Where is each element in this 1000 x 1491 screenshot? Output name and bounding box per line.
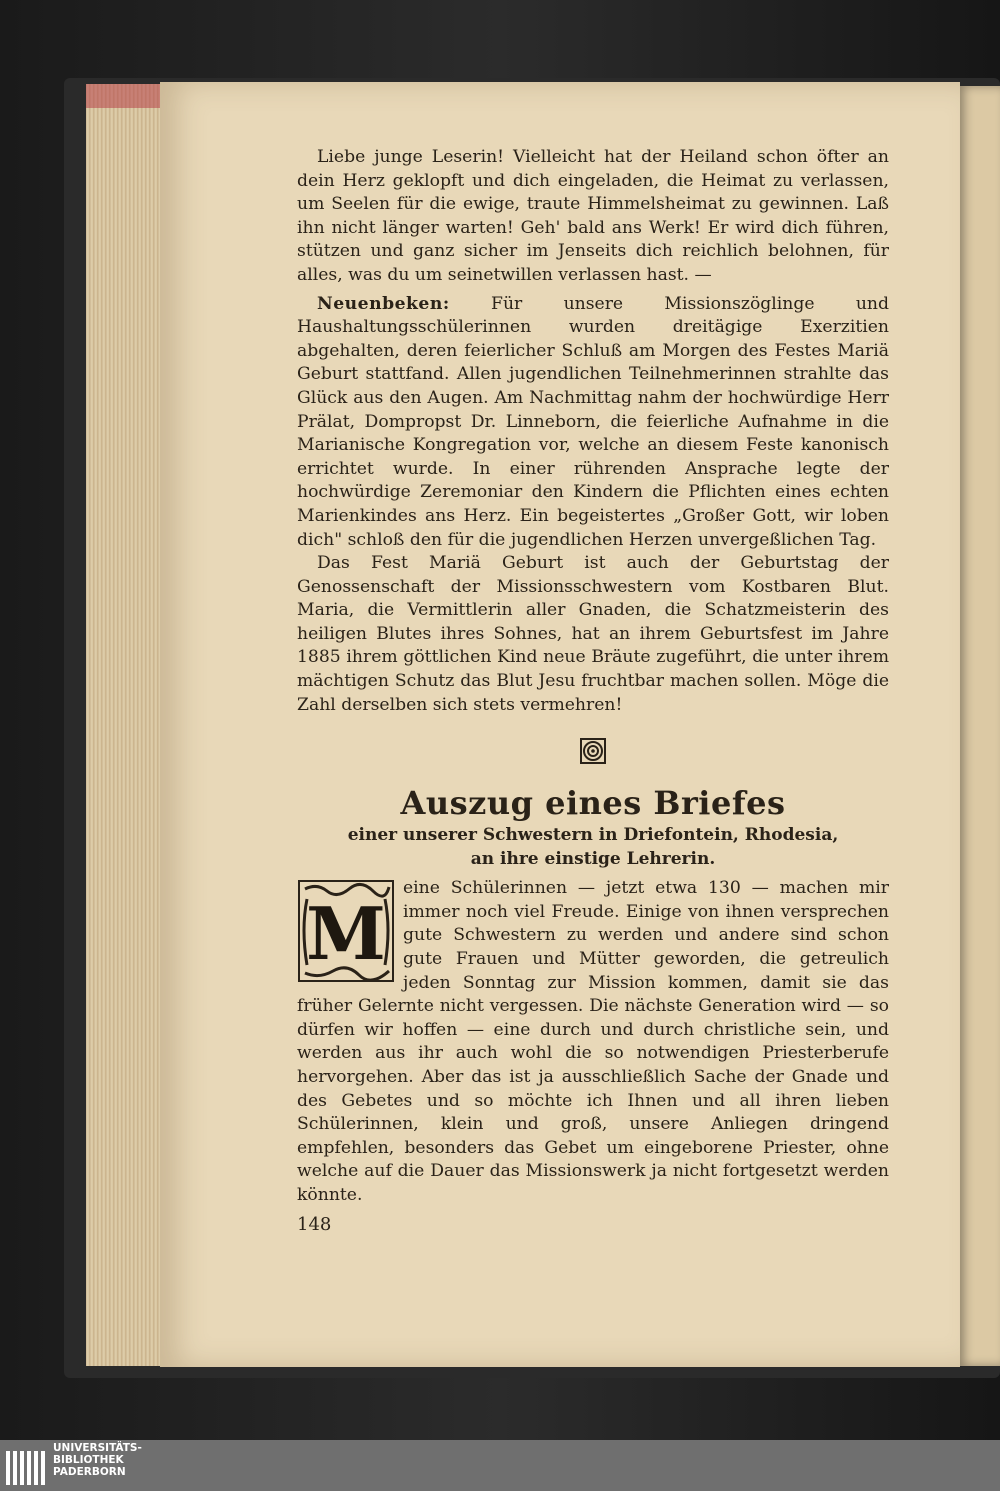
next-page-edge bbox=[958, 86, 1000, 1366]
page-number: 148 bbox=[297, 1214, 332, 1235]
ornament-icon bbox=[297, 731, 889, 771]
library-name-line3: PADERBORN bbox=[53, 1465, 126, 1478]
svg-text:M: M bbox=[306, 891, 386, 977]
letter-text: eine Schülerinnen — jetzt etwa 130 — machen mir immer noch viel Freude. Einige von ihnen versprechen gute Schwestern zu werden und andere sind schon gute Frauen und Mütter geworden, die getreulich jeden Sonntag zur Mission kommen, damit sie das früher Gelernte nicht vergessen. Die nächste Generation wird — so dürfen wir hoffen — eine durch und durch christliche sein, und werden aus ihr auch wohl die so notwendigen Priesterberufe hervorgehen. Aber das ist ja ausschließlich Sache der Gnade und des Gebetes und so möchte ich Ihnen und all ihren lieben Schülerinnen, klein und groß, unsere Anliegen dringend empfehlen, besonders das Gebet um eingeborene Priester, ohne welche auf die Dauer das Missionswerk ja nicht fortgesetzt werden könnte. bbox=[297, 878, 889, 1205]
page-text bbox=[297, 146, 889, 1208]
paragraph-intro: Liebe junge Leserin! Vielleicht hat der Heiland schon öfter an dein Herz geklopft und dich eingeladen, die Heimat zu verlassen, um Seelen für die ewige, traute Himmelsheimat zu gewinnen. Laß ihn nicht länger warten! Geh' bald ans Werk! Er wird dich führen, stützen und ganz sicher im Jenseits dich reichlich belohnen, für alles, was du um seinetwillen verlassen hast. — bbox=[297, 147, 889, 285]
place-label: Neuenbeken: bbox=[317, 293, 450, 314]
paragraph-fest: Das Fest Mariä Geburt ist auch der Geburtstag der Genossenschaft der Missionsschwestern vom Kostbaren Blut. Maria, die Vermittlerin aller Gnaden, die Schatzmeisterin des heiligen Blutes ihres Sohnes, hat an ihrem Geburtsfest im Jahre 1885 ihrem göttlichen Kind neue Bräute zugeführt, die unter ihrem mächtigen Schutz das Blut Jesu fruchtbar machen sollen. Möge die Zahl derselben sich stets vermehren! bbox=[297, 553, 889, 715]
library-name bbox=[53, 1443, 142, 1478]
article-subheading-line2: an ihre einstige Lehrerin. bbox=[470, 849, 716, 870]
paragraph-neuenbeken bbox=[297, 293, 889, 553]
library-name-line1: UNIVERSITÄTS- bbox=[53, 1442, 142, 1454]
article-subheading-line1: einer unserer Schwestern in Driefontein, Rhodesia, bbox=[347, 825, 839, 846]
neuenbeken-text: Für unsere Missionszöglinge und Haushaltungsschülerinnen wurden dreitägige Exerzitien abgehalten, deren feierlicher Schluß am Morgen des Festes Mariä Geburt stattfand. Allen jugendlichen Teilnehmerinnen strahlte das Glück aus den Augen. Am Nachmittag nahm der hochwürdige Herr Prälat, Dompropst Dr. Linneborn, die feierliche Aufnahme in die Marianische Kongregation vor, welche an diesem Feste kanonisch errichtet wurde. In einer rührenden Ansprache legte der hochwürdige Zeremoniar den Kindern die Pflichten eines echten Marienkindes ans Herz. Ein begeistertes „Großer Gott, wir loben dich" schloß den für die jugendlichen Herzen unvergeßlichen Tag. bbox=[297, 293, 889, 550]
library-name-line2: BIBLIOTHEK bbox=[53, 1453, 124, 1466]
library-logo-icon bbox=[4, 1445, 46, 1487]
dropcap-icon bbox=[297, 879, 395, 983]
footer-bar bbox=[0, 1440, 1000, 1491]
letter-body bbox=[297, 877, 889, 1207]
article-heading: Auszug eines Briefes bbox=[400, 784, 786, 823]
